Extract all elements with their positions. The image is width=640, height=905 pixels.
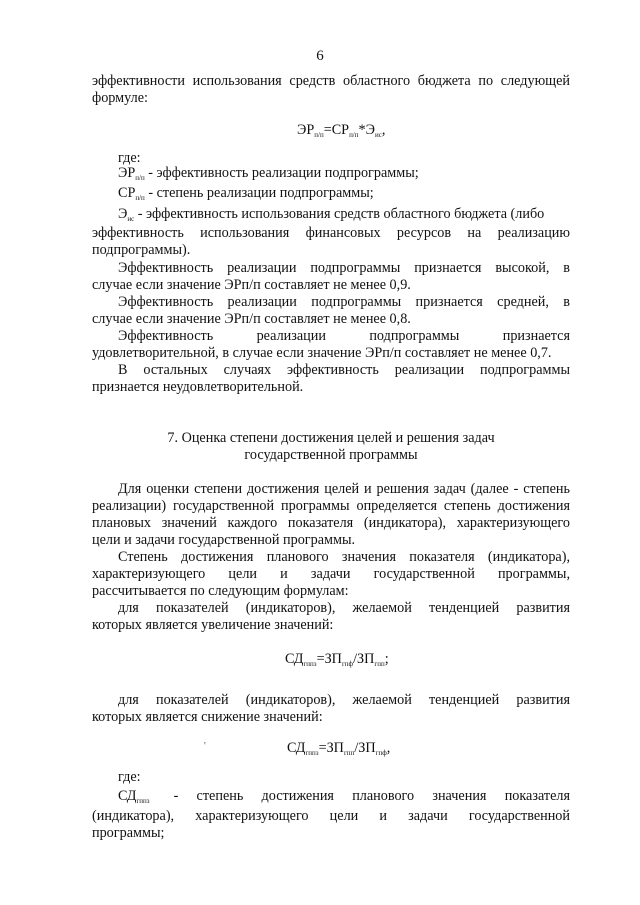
where-label-1: где:	[118, 150, 141, 166]
body-p1-line-4: цели и задачи государственной программы.	[92, 532, 356, 548]
body-p1-line-3: плановых значений каждого показателя (индикатора), характеризующего	[92, 515, 570, 531]
page-number: 6	[316, 48, 324, 64]
level-high-line-2: случае если значение ЭРп/п составляет не менее 0,9.	[92, 277, 411, 293]
body-p1-line-2: реализации) государственной программы определяется степень достижения	[92, 498, 570, 514]
body-p1-line-1: Для оценки степени достижения целей и решения задач (далее - степень	[118, 481, 570, 497]
body-p4-line-2: которых является снижение значений:	[92, 709, 323, 725]
body-p2-line-1: Степень достижения планового значения показателя (индикатора),	[118, 549, 570, 565]
level-satisfactory-line-2: удовлетворительной, в случае если значение ЭРп/п составляет не менее 0,7.	[92, 345, 552, 361]
level-high-line-1: Эффективность реализации подпрограммы признается высокой, в	[118, 260, 570, 276]
level-unsatisfactory-line-1: В остальных случаях эффективность реализации подпрограммы	[118, 362, 570, 378]
level-satisfactory-line-1: Эффективность реализации подпрограммы признается	[118, 328, 570, 344]
body-p3-line-1: для показателей (индикаторов), желаемой тенденцией развития	[118, 600, 570, 616]
definition-sd-line-3: программы;	[92, 825, 165, 841]
body-p4-line-1: для показателей (индикаторов), желаемой тенденцией развития	[118, 692, 570, 708]
formula-increase: $СД_{гппз}=ЗП_{гпф}/ЗП_{гпп}$;	[285, 651, 389, 668]
definition-eis: $Э_{ис}$ - эффективность использования средств областного бюджета (либо	[118, 206, 545, 223]
intro-line-1: эффективности использования средств областного бюджета по следующей	[92, 73, 570, 89]
level-mid-line-2: случае если значение ЭРп/п составляет не менее 0,8.	[92, 311, 411, 327]
intro-line-2: формуле:	[92, 90, 148, 106]
body-p2-line-2: характеризующего цели и задачи государственной программы,	[92, 566, 570, 582]
definition-srpp: $СР_{п/п}$ - степень реализации подпрограммы;	[118, 185, 374, 202]
formula-efficiency: $ЭР_{п/п}=СР_{п/п}*Э_{ис}$,	[297, 122, 386, 139]
definition-erpp: $ЭР_{п/п}$ - эффективность реализации подпрограммы;	[118, 165, 419, 182]
section-title-line-1: 7. Оценка степени достижения целей и решения задач	[167, 430, 495, 446]
stray-mark: '	[204, 741, 206, 752]
formula-decrease: $СД_{гппз}=ЗП_{гпп}/ЗП_{гпф}$,	[287, 740, 391, 757]
definition-sd: $СД_{гппз}$ - степень достижения планового значения показателя	[118, 788, 570, 805]
body-p2-line-3: рассчитывается по следующим формулам:	[92, 583, 349, 599]
where-label-2: где:	[118, 769, 141, 785]
definition-eis-line-3: подпрограммы).	[92, 242, 191, 258]
section-title-line-2: государственной программы	[244, 447, 418, 463]
definition-eis-line-2: эффективность использования финансовых ресурсов на реализацию	[92, 225, 570, 241]
level-unsatisfactory-line-2: признается неудовлетворительной.	[92, 379, 304, 395]
level-mid-line-1: Эффективность реализации подпрограммы признается средней, в	[118, 294, 570, 310]
body-p3-line-2: которых является увеличение значений:	[92, 617, 334, 633]
definition-sd-line-2: (индикатора), характеризующего цели и задачи государственной	[92, 808, 570, 824]
